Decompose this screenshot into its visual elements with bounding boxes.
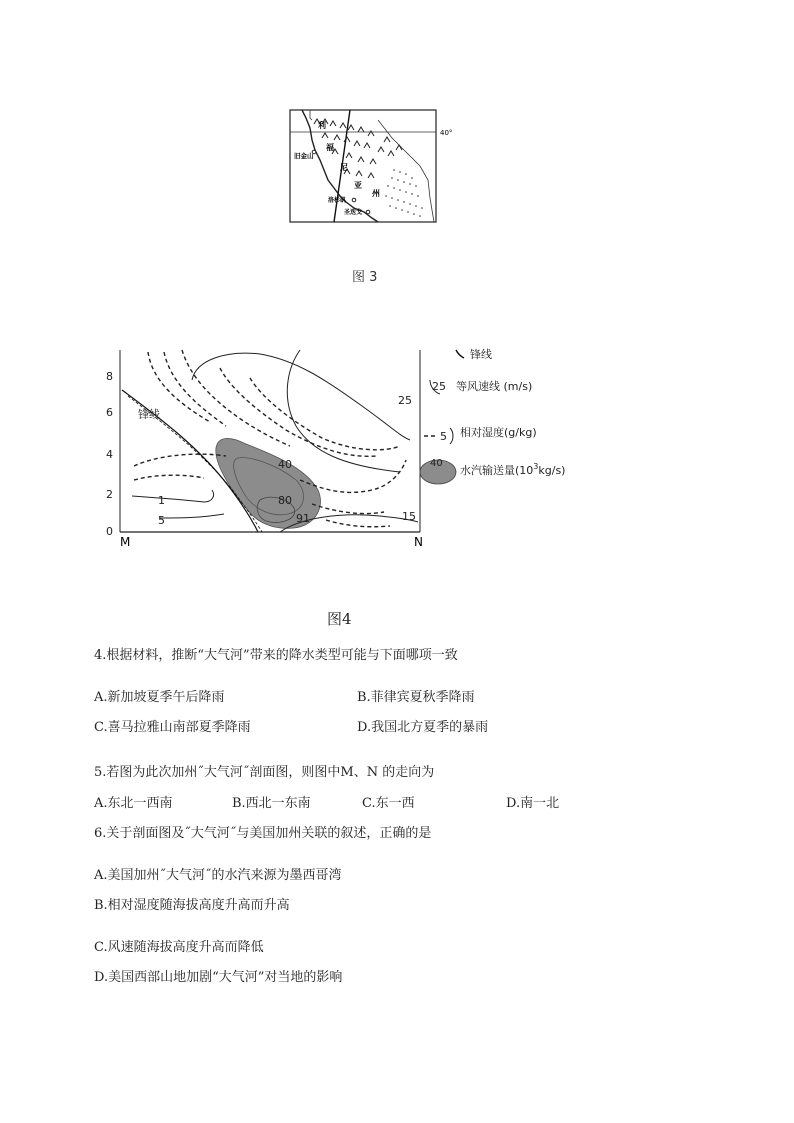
q5-option-a: A.东北一西南	[94, 796, 173, 811]
q4-option-a: A.新加坡夏季午后降雨	[94, 690, 225, 705]
legend-humidity-bracket	[450, 428, 453, 444]
legend-wind-label: 等风速线 (m/s)	[456, 380, 533, 393]
figure-4-section	[100, 340, 600, 550]
q5-option-b: B.西北一东南	[232, 796, 311, 811]
label-latitude: 40°	[440, 129, 453, 137]
legend-vapor-value: 40	[430, 458, 443, 469]
label-fu: 福	[326, 143, 334, 152]
question-5-stem: 5.若图为此次加州˝大气河˝剖面图，则图中M、N 的走向为	[94, 765, 435, 780]
figure-4-caption: 图4	[327, 610, 352, 628]
wind-contour-mid	[287, 350, 400, 472]
label-li: 利	[318, 121, 326, 130]
contour-label-91: 91	[296, 512, 310, 525]
question-4-stem: 4.根据材料，推断“大气河”带来的降水类型可能与下面哪项一致	[94, 648, 458, 663]
y-tick-6: 6	[106, 406, 113, 419]
q6-option-d: D.美国西部山地加剧“大气河”对当地的影响	[94, 970, 343, 985]
legend-front-swatch	[456, 350, 464, 358]
city-sd-dot	[366, 210, 370, 214]
contour-label-1: 1	[158, 494, 165, 507]
legend-vapor-label: 水汽输送量$(10^3kg/s)$	[460, 462, 566, 477]
legend-humidity-label: 相对湿度(g/kg)	[460, 426, 537, 439]
legend-humidity-value: 5	[440, 430, 447, 443]
map-svg	[288, 108, 458, 226]
y-tick-2: 2	[106, 488, 113, 501]
y-tick-4: 4	[106, 448, 113, 461]
label-san-francisco: 旧金山	[294, 152, 314, 160]
q5-option-d: D.南一北	[506, 796, 560, 811]
question-6-stem: 6.关于剖面图及˝大气河˝与美国加州关联的叙述，正确的是	[94, 826, 432, 841]
q6-option-a: A.美国加州˝大气河˝的水汽来源为墨西哥湾	[94, 868, 342, 883]
q4-option-c: C.喜马拉雅山南部夏季降雨	[94, 720, 251, 735]
map-frame	[290, 110, 436, 222]
legend-wind-value: 25	[432, 380, 446, 393]
x-label-m: M	[120, 535, 131, 549]
q5-option-c: C.东一西	[362, 796, 415, 811]
legend	[420, 347, 565, 484]
figure-3-caption: 图 3	[352, 270, 378, 285]
figure-3-map	[288, 108, 458, 226]
contour-label-15: 15	[402, 510, 416, 523]
q6-option-b: B.相对湿度随海拔高度升高而升高	[94, 898, 290, 913]
contour-label-25: 25	[398, 394, 412, 407]
q6-option-c: C.风速随海拔高度升高而降低	[94, 940, 264, 955]
y-tick-0: 0	[106, 525, 113, 538]
humidity-contour-1	[132, 490, 214, 502]
city-la-dot	[352, 198, 356, 202]
q4-option-b: B.菲律宾夏秋季降雨	[357, 690, 475, 705]
legend-front-label: 锋线	[470, 348, 492, 361]
contour-label-80: 80	[278, 494, 292, 507]
contour-label-40: 40	[278, 458, 292, 471]
humidity-contour-5	[160, 514, 224, 518]
y-tick-8: 8	[106, 370, 113, 383]
label-los-angeles: 洛杉矶	[328, 197, 347, 204]
front-label: 锋线	[138, 408, 160, 421]
x-label-n: N	[414, 535, 423, 549]
section-svg	[100, 340, 600, 550]
label-san-diego: 圣迭戈	[344, 209, 363, 216]
contour-label-5: 5	[158, 514, 165, 527]
label-ni: 尼	[340, 163, 348, 172]
label-zhou: 州	[372, 189, 380, 198]
wind-contour-25	[192, 353, 410, 440]
y-ticks	[106, 370, 113, 538]
q4-option-d: D.我国北方夏季的暴雨	[357, 720, 489, 735]
label-ya: 亚	[354, 181, 362, 190]
